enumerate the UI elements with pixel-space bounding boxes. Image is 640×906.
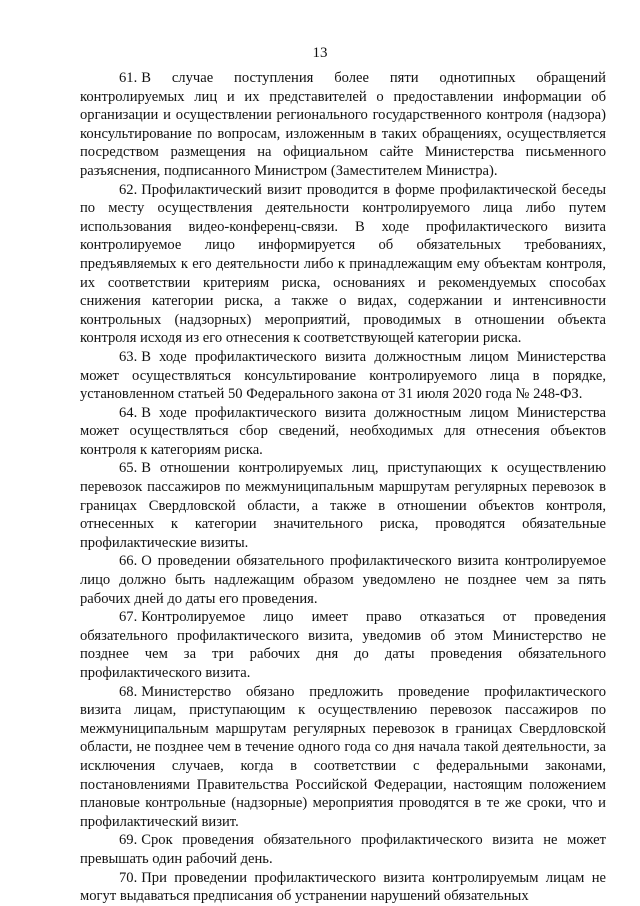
paragraph-63	[80, 348, 606, 404]
paragraph-65	[80, 459, 606, 552]
paragraph-text: О проведении обязательного профилактического визита контролируемое лицо должно быть надлежащим образом уведомлено не позднее чем за пять рабочих дней до даты его проведения.	[80, 553, 606, 607]
paragraph-number: 66.	[119, 553, 138, 570]
page-number: 13	[312, 45, 328, 61]
paragraph-number: 65.	[119, 460, 138, 477]
paragraph-text: В ходе профилактического визита должностным лицом Министерства может осуществляться консультирование контролируемого лица в порядке, установленном статьей 50 Федерального закона от 31 июля 2020 года № 248-ФЗ.	[80, 348, 606, 403]
paragraph-text: Срок проведения обязательного профилактического визита не может превышать один рабочий день.	[80, 832, 606, 867]
paragraph-number: 70.	[119, 869, 138, 886]
paragraph-62	[80, 181, 606, 348]
paragraph-number: 61.	[119, 70, 138, 86]
paragraph-number: 67.	[119, 609, 138, 626]
paragraph-text: При проведении профилактического визита контролируемым лицам не могут выдаваться предписания об устранении нарушений обязательных	[80, 869, 606, 905]
paragraph-text: Контролируемое лицо имеет право отказаться от проведения обязательного профилактического визита, уведомив об этом Министерство не позднее чем за три рабочих дня до даты проведения обязательного профилактического визита.	[80, 609, 606, 681]
paragraph-text: В отношении контролируемых лиц, приступающих к осуществлению перевозок пассажиров по межмуниципальным маршрутам регулярных перевозок в границах Свердловской области, а также в отношении объектов контроля, отнесенных к категории значительного риска, проводятся обязательные профилактические визиты.	[80, 460, 606, 551]
paragraph-70	[80, 869, 606, 906]
paragraph-number: 62.	[119, 181, 138, 198]
paragraph-66	[80, 552, 606, 608]
paragraph-61	[80, 69, 606, 181]
paragraph-number: 68.	[119, 683, 138, 700]
paragraph-text: Профилактический визит проводится в форме профилактической беседы по месту осуществления деятельности контролируемого лица либо путем использования видео-конференц-связи. В ходе профилактического визита контролируемое лицо информируется об обязательных требованиях, предъявляемых к его деятельности либо к принадлежащим ему объектам контроля, их соответствии критериям риска, основаниях и рекомендуемых способах снижения категории риска, а также о видах, содержании и интенсивности контрольных (надзорных) мероприятий, проводимых в отношении объекта контроля исходя из его отнесения к соответствующей категории риска.	[80, 181, 606, 347]
paragraph-67	[80, 608, 606, 682]
paragraph-text: В случае поступления более пяти однотипных обращений контролируемых лиц и их представителей о предоставлении информации об организации и осуществлении регионального государственного контроля (надзора) консультирование по вопросам, изложенным в таких обращениях, осуществляется посредством размещения на официальном сайте Министерства письменного разъяснения, подписанного Министром (Заместителем Министра).	[80, 70, 606, 179]
paragraph-68	[80, 683, 606, 832]
document-body	[80, 69, 606, 906]
paragraph-69	[80, 831, 606, 868]
paragraph-text: В ходе профилактического визита должностным лицом Министерства может осуществляться сбор сведений, необходимых для отнесения объектов контроля к категориям риска.	[80, 404, 606, 458]
paragraph-text: Министерство обязано предложить проведение профилактического визита лицам, приступающим к осуществлению перевозок пассажиров по межмуниципальным маршрутам регулярных перевозок в границах Свердловской области, не позднее чем в течение одного года со дня начала такой деятельности, за исключения случаев, когда в соответствии с федеральными законами, постановлениями Правительства Российской Федерации, настоящим положением плановые контрольные (надзорные) мероприятия проводятся в те же сроки, что и профилактический визит.	[80, 683, 606, 830]
paragraph-number: 63.	[119, 348, 138, 365]
paragraph-64	[80, 404, 606, 460]
paragraph-number: 69.	[119, 832, 138, 849]
paragraph-number: 64.	[119, 404, 138, 421]
